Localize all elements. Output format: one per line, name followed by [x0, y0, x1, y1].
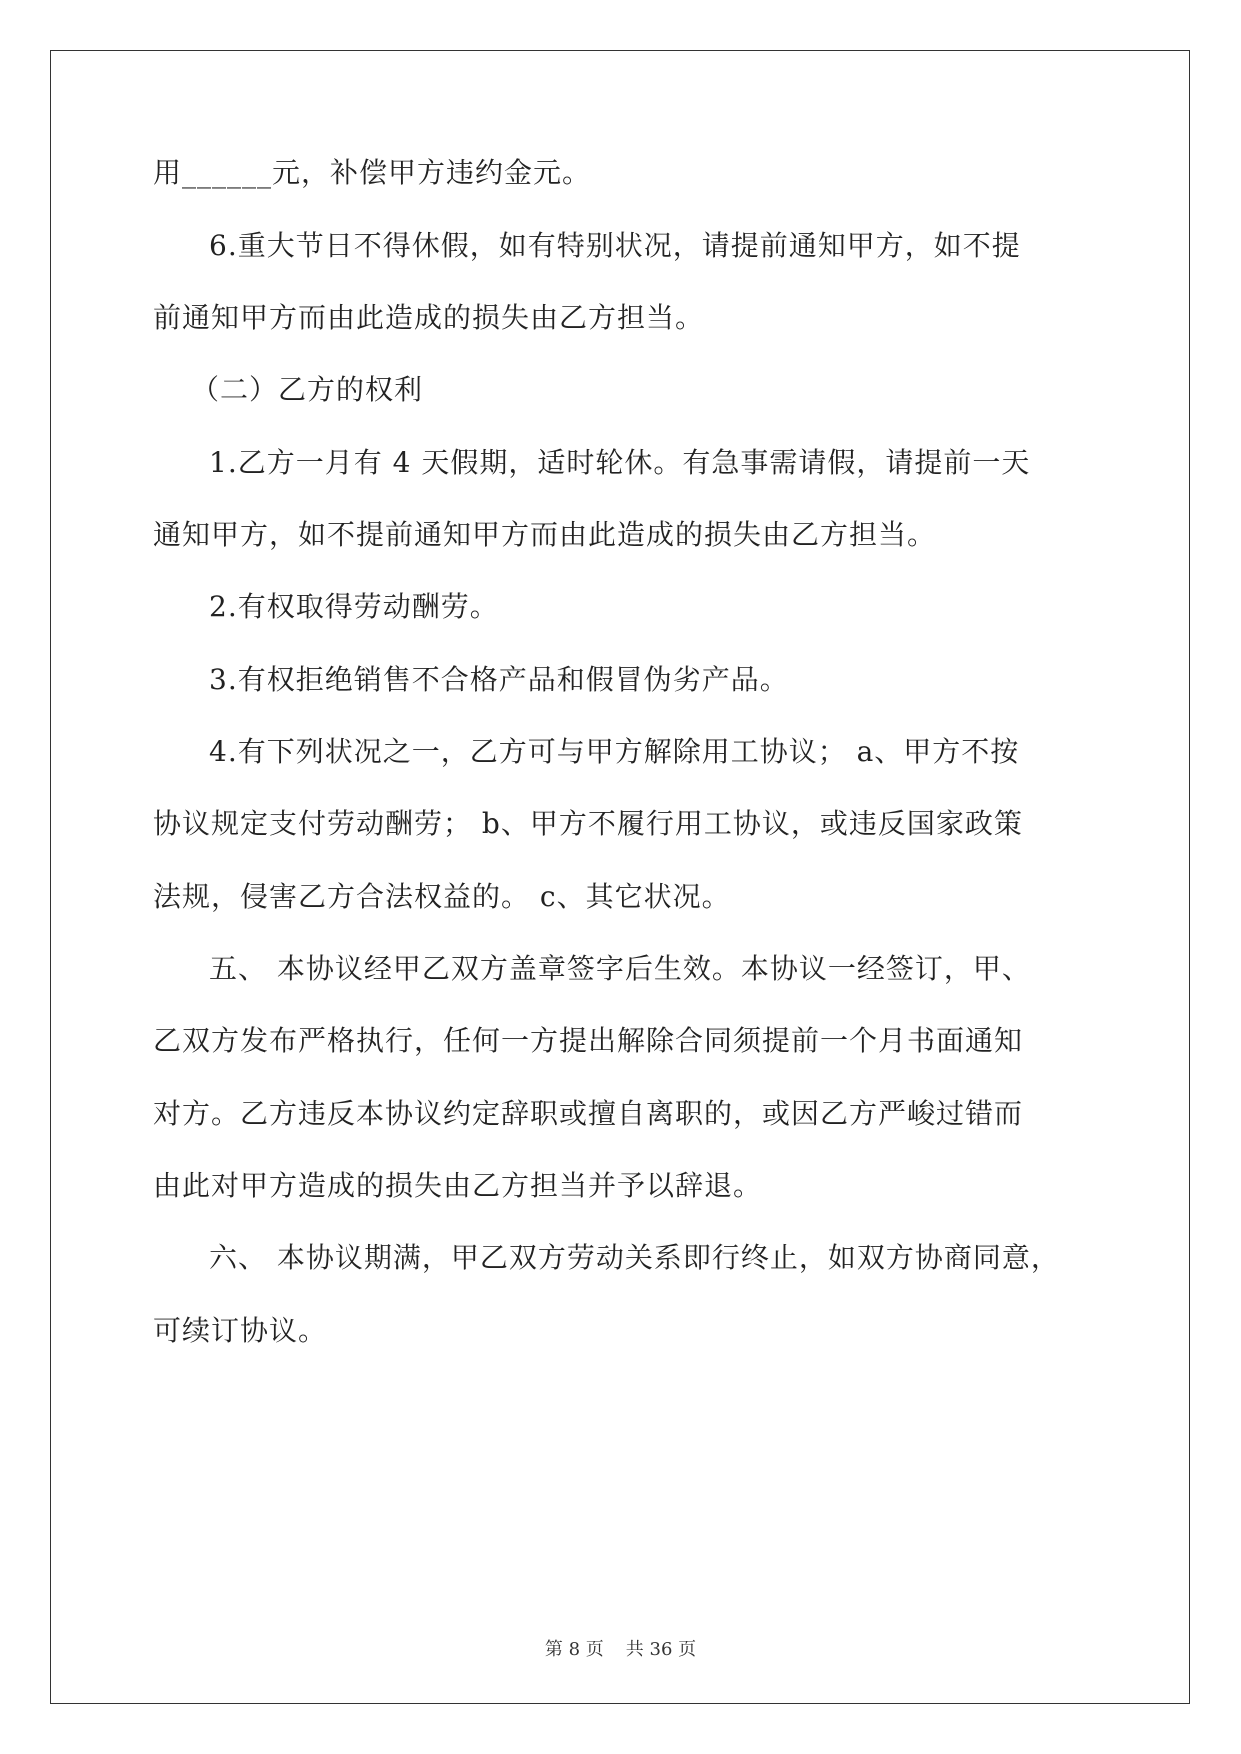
text-line: 前通知甲方而由此造成的损失由乙方担当。: [153, 301, 705, 334]
text-line: 六、 本协议期满，甲乙双方劳动关系即行终止，如双方协商同意，: [209, 1241, 1060, 1274]
text-line: 协议规定支付劳动酬劳； b、甲方不履行用工协议，或违反国家政策: [153, 807, 1023, 840]
text-line: 法规，侵害乙方合法权益的。 c、其它状况。: [153, 880, 731, 913]
page-number: 第 8 页: [544, 1639, 604, 1660]
text-line: 用______元，补偿甲方违约金元。: [153, 156, 592, 189]
text-line: 由此对甲方造成的损失由乙方担当并予以辞退。: [153, 1169, 763, 1202]
text-line: 2.有权取得劳动酬劳。: [209, 590, 499, 623]
text-line: 五、 本协议经甲乙双方盖章签字后生效。本协议一经签订，甲、: [209, 952, 1031, 985]
text-line: 3.有权拒绝销售不合格产品和假冒伪劣产品。: [209, 663, 789, 696]
section-heading: （二）乙方的权利: [191, 373, 424, 406]
text-line: 可续订协议。: [153, 1314, 328, 1347]
text-line: 乙双方发布严格执行，任何一方提出解除合同须提前一个月书面通知: [153, 1024, 1024, 1057]
text-line: 对方。乙方违反本协议约定辞职或擅自离职的，或因乙方严峻过错而: [153, 1097, 1024, 1130]
page-footer: [0, 1638, 1241, 1662]
text-line: 4.有下列状况之一，乙方可与甲方解除用工协议； a、甲方不按: [209, 735, 1020, 768]
text-line: 通知甲方，如不提前通知甲方而由此造成的损失由乙方担当。: [153, 518, 937, 551]
text-line: 6.重大节日不得休假，如有特别状况，请提前通知甲方，如不提: [209, 229, 1021, 262]
text-line: 1.乙方一月有 4 天假期，适时轮休。有急事需请假，请提前一天: [209, 446, 1031, 479]
page-total: 共 36 页: [625, 1639, 697, 1660]
